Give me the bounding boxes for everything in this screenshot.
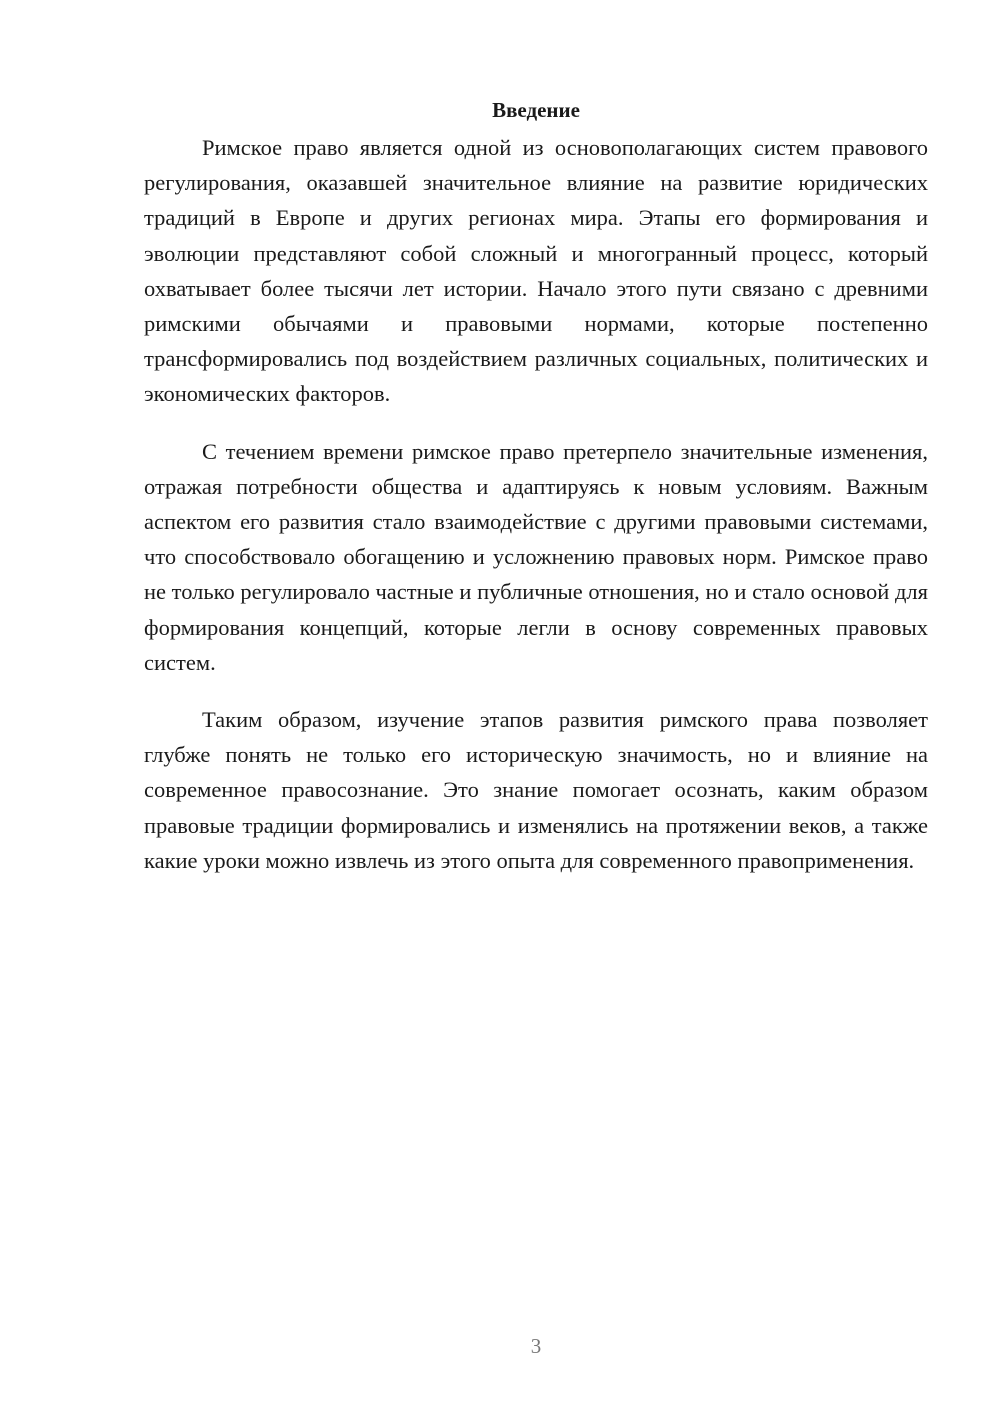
paragraph-1: Римское право является одной из основополагающих систем правового регулирования, оказавшей значительное влияние на развитие юридических традиций в Европе и других регионах мира. Этапы его формирования и эволюции представляют собой сложный и многогранный процесс, который охватывает более тысячи лет истории. Начало этого пути связано с древними римскими обычаями и правовыми нормами, которые постепенно трансформировались под воздействием различных социальных, политических и экономических факторов.	[144, 135, 928, 407]
page-number: 3	[530, 1334, 542, 1358]
page-content	[144, 92, 928, 900]
paragraph-3: Таким образом, изучение этапов развития римского права позволяет глубже понять не только его историческую значимость, но и влияние на современное правосознание. Это знание помогает осознать, каким образом правовые традиции формировались и изменялись на протяжении веков, а также какие уроки можно извлечь из этого опыта для современного правоприменения.	[144, 707, 928, 873]
section-title: Введение	[492, 98, 580, 122]
paragraph-2: С течением времени римское право претерпело значительные изменения, отражая потребности общества и адаптируясь к новым условиям. Важным аспектом его развития стало взаимодействие с другими правовыми системами, что способствовало обогащению и усложнению правовых норм. Римское право не только регулировало частные и публичные отношения, но и стало основой для формирования концепций, которые легли в основу современных правовых систем.	[144, 438, 928, 675]
